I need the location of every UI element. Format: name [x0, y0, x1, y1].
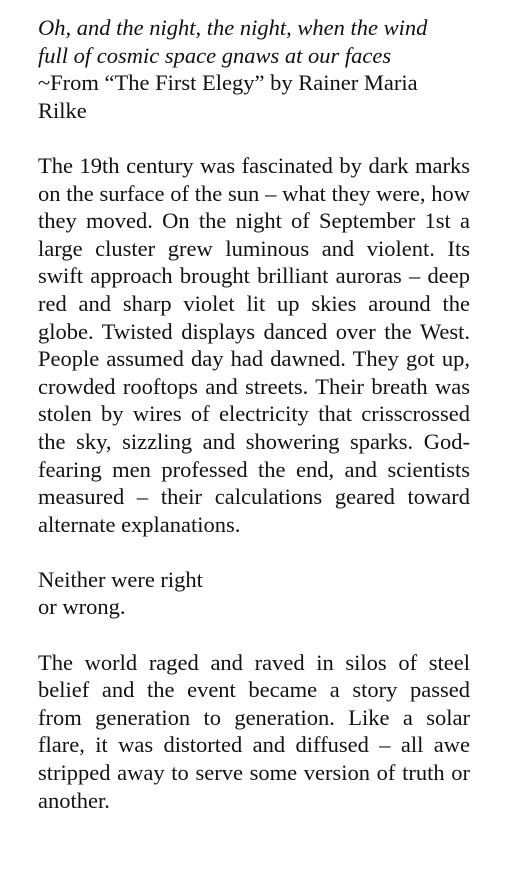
epigraph-line: full of cosmic space gnaws at our faces [38, 42, 392, 68]
epigraph-line: Oh, and the night, the night, when the wind [38, 15, 428, 40]
short-stanza [38, 566, 470, 621]
stanza-line: or wrong. [38, 594, 126, 620]
body-paragraph-2: The world raged and raved in silos of steel belief and the event became a story passed from generation to generation. Like a solar flare, it was distorted and diffused – all awe stripped away to serve some version of truth or another. [38, 649, 470, 813]
epigraph-attribution: ~From “The First Elegy” by Rainer Maria Rilke [38, 70, 418, 123]
stanza-line: Neither were right [38, 566, 203, 592]
document-page [38, 14, 470, 814]
body-paragraph-1: The 19th century was fascinated by dark marks on the surface of the sun – what they were, how they moved. On the night of September 1st a large cluster grew luminous and violent. Its swift approach brought brilliant auroras – deep red and sharp violet lit up skies around the globe. Twisted displays danced over the West. People assumed day had dawned. They got up, crowded rooftops and streets. Their breath was stolen by wires of electricity that crisscrossed the sky, sizzling and showering sparks. God-fearing men professed the end, and scientists measured – their calculations geared toward alternate explanations. [38, 152, 470, 537]
epigraph [38, 14, 470, 124]
